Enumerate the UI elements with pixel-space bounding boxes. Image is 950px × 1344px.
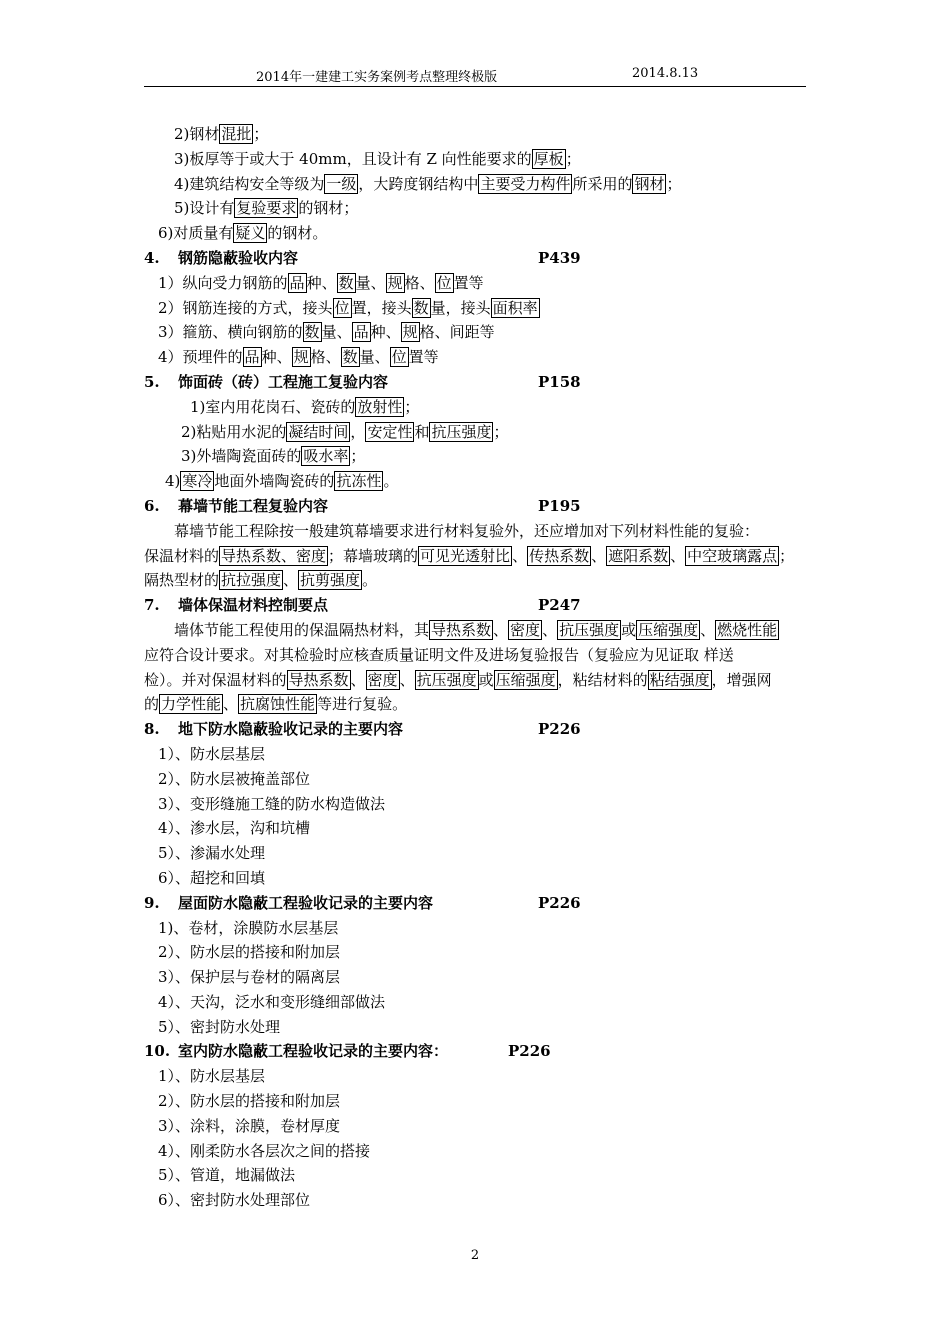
list-item: 4)建筑结构安全等级为 一级 ，大跨度钢结构中 主要受力构件 所采用的 钢材 ； [174,174,682,193]
list-item: 3)板厚等于或大于 40mm，且设计有 Z 向性能要求的 厚板 ； [174,149,581,168]
section-heading: 10. 室内防水隐蔽工程验收记录的主要内容： P226 [144,1039,812,1064]
paragraph-line: 幕墙节能工程除按一般建筑幕墙要求进行材料复验外，还应增加对下列材料性能的复验： [174,521,760,540]
list-item: 3）、保护层与卷材的隔离层 [158,968,341,987]
key-term-box: 数 [304,323,320,342]
section-heading: 4. 钢筋隐蔽验收内容 P439 [144,246,812,271]
key-term-box: 位 [334,298,350,317]
key-term-box: 压缩强度 [495,670,556,689]
list-item: 4) 寒冷 地面外墙陶瓷砖的 抗冻性 。 [165,472,399,491]
list-item: 2)钢材 混批 ； [174,125,269,143]
key-term-box: 抗冻性 [336,472,382,491]
key-term-box: 品 [353,323,369,342]
list-item: 6)对质量有 疑义 的钢材。 [158,224,328,243]
key-term-box: 传热系数 [529,546,590,565]
list-item: 1)室内用花岗石、瓷砖的 放射性 ； [190,397,420,416]
key-term-box: 抗剪强度 [300,571,361,590]
section-heading: 6. 幕墙节能工程复验内容 P195 [144,494,812,519]
key-term-box: 主要受力构件 [480,174,571,193]
list-item: 1）、防水层基层 [158,744,266,763]
key-term-box: 数 [338,273,354,292]
key-term-box: 位 [436,273,452,292]
section-heading: 5. 饰面砖（砖）工程施工复验内容 P158 [144,370,812,395]
paragraph-line: 保温材料的 导热系数、密度 ；幕墙玻璃的 可见光透射比 、 传热系数 、 遮阳系数 、 中空玻璃露点 ； [144,546,795,565]
list-item: 5)设计有 复验要求 的钢材； [174,199,359,218]
list-item: 1)、卷材，涂膜防水层基层 [158,918,339,937]
list-item: 3）箍筋、横向钢筋的 数 量、 品 种、 规 格、间距等 [158,323,495,342]
key-term-box: 导热系数 [431,620,492,639]
document-body [144,122,812,1213]
page-ref: P247 [538,596,581,615]
key-term-box: 抗拉强度 [221,571,282,590]
section-heading: 8. 地下防水隐蔽验收记录的主要内容 P226 [144,717,812,742]
key-term-box: 品 [244,348,260,367]
list-item: 1）、防水层基层 [158,1067,266,1086]
page-ref: P439 [538,248,581,267]
key-term-box: 复验要求 [236,199,297,218]
key-term-box: 抗压强度 [416,670,477,689]
list-item: 3)外墙陶瓷面砖的 吸水率 ； [181,447,366,466]
list-item: 6）、密封防水处理部位 [158,1191,311,1210]
paragraph-line: 墙体节能工程使用的保温隔热材料，其 导热系数 、 密度 、 抗压强度 或 压缩强度 、 燃烧性能 [174,620,778,639]
key-term-box: 安定性 [367,422,413,441]
key-term-box: 燃烧性能 [717,620,778,639]
key-term-box: 寒冷 [182,472,213,491]
list-item: 5）、管道，地漏做法 [158,1166,296,1185]
key-term-box: 吸水率 [303,447,349,466]
list-item: 3）、涂料，涂膜，卷材厚度 [158,1116,341,1135]
key-term-box: 规 [387,273,403,292]
key-term-box: 抗腐蚀性能 [240,695,316,714]
key-term-box: 数 [342,348,358,367]
page-ref: P226 [538,893,581,912]
key-term-box: 规 [293,348,309,367]
key-term-box: 可见光透射比 [420,546,511,565]
key-term-box: 密度 [367,670,398,689]
key-term-box: 抗压强度 [559,620,620,639]
key-term-box: 放射性 [357,397,403,416]
list-item: 2）钢筋连接的方式，接头 位 置，接头 数 量，接头 面积率 [158,298,538,317]
paragraph-line: 应符合设计要求。对其检验时应核查质量证明文件及进场复验报告（复验应为见证取 样送 [144,645,734,664]
page-ref: P195 [538,496,581,515]
list-item: 3）、变形缝施工缝的防水构造做法 [158,794,386,813]
list-item: 2）、防水层的搭接和附加层 [158,943,341,962]
list-item: 5）、渗漏水处理 [158,844,266,863]
page-ref: P158 [538,372,581,391]
list-item: 4）、天沟，泛水和变形缝细部做法 [158,992,386,1011]
page-ref: P226 [538,720,581,739]
paragraph-line: 隔热型材的 抗拉强度 、 抗剪强度 。 [144,571,378,590]
key-term-box: 导热系数 [288,670,349,689]
header-date: 2014.8.13 [632,66,699,81]
key-term-box: 中空玻璃露点 [687,546,778,565]
list-item: 2)粘贴用水泥的 凝结时间 ， 安定性 和 抗压强度 ； [181,422,509,441]
page-number: 2 [470,1248,480,1263]
paragraph-line: 的 力学性能 、 抗腐蚀性能 等进行复验。 [144,695,408,714]
list-item: 1）纵向受力钢筋的 品 种、 数 量、 规 格、 位 置等 [158,273,484,292]
key-term-box: 密度 [510,620,541,639]
key-term-box: 凝结时间 [288,422,349,441]
key-term-box: 位 [391,348,407,367]
key-term-box: 力学性能 [161,695,222,714]
list-item: 6）、超挖和回填 [158,868,266,887]
key-term-box: 规 [402,323,418,342]
list-item: 4）、渗水层，沟和坑槽 [158,819,311,838]
list-item: 4）、刚柔防水各层次之间的搭接 [158,1141,371,1160]
list-item: 2）、防水层被掩盖部位 [158,769,311,788]
key-term-box: 混批 [221,125,252,143]
key-term-box: 面积率 [492,298,538,317]
key-term-box: 数 [413,298,429,317]
key-term-box: 品 [289,273,305,292]
paragraph-line: 检）。并对保温材料的 导热系数 、 密度 、 抗压强度 或 压缩强度 ，粘结材料的 粘结强度 ，增强网 [144,670,772,689]
key-term-box: 压缩强度 [638,620,699,639]
key-term-box: 钢材 [634,174,665,193]
list-item: 5）、密封防水处理 [158,1017,281,1036]
page-header [144,64,806,87]
key-term-box: 遮阳系数 [608,546,669,565]
key-term-box: 厚板 [533,149,564,168]
section-heading: 7. 墙体保温材料控制要点 P247 [144,593,812,618]
section-heading: 9. 屋面防水隐蔽工程验收记录的主要内容 P226 [144,891,812,916]
key-term-box: 抗压强度 [431,422,492,441]
key-term-box: 粘结强度 [649,670,710,689]
list-item: 4）预埋件的 品 种、 规 格、 数 量、 位 置等 [158,348,439,367]
key-term-box: 疑义 [235,224,266,243]
key-term-box: 导热系数、密度 [221,546,327,565]
page-ref: P226 [508,1042,551,1061]
header-title: 2014年一建建工实务案例考点整理终极版 [256,70,498,85]
key-term-box: 一级 [326,174,357,193]
list-item: 2）、防水层的搭接和附加层 [158,1092,341,1111]
